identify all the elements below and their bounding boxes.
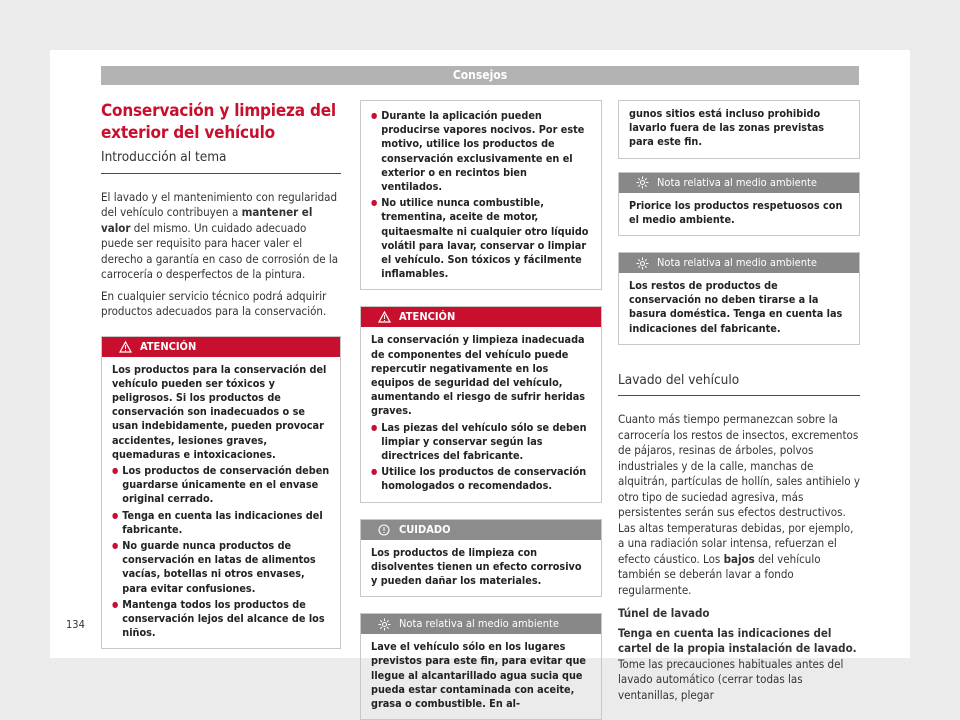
environment-leaf-icon bbox=[377, 614, 391, 634]
bullet-text: Tenga en cuenta las indicaciones del fabricante. bbox=[122, 508, 323, 536]
service-paragraph: En cualquier servicio técnico podrá adquirir productos adecuados para la conservación. bbox=[101, 288, 327, 318]
warning-continued-box bbox=[360, 100, 602, 290]
warning-box bbox=[101, 336, 341, 650]
environment-note-body-3: Los restos de productos de conservación no deben tirarse a la basura doméstica. Tenga en cuenta las indicaciones del fabricante. bbox=[629, 279, 843, 335]
environment-note-header: Nota relativa al medio ambiente bbox=[361, 614, 601, 634]
warning-intro: Los productos para la conservación del vehículo pueden ser tóxicos y peligrosos. Si los productos de conservación son inadecuados o se usan indebidamente, pueden provocar accidentes, lesiones graves, quemaduras e intoxicaciones. bbox=[112, 362, 327, 461]
bullet-text: No utilice nunca combustible, trementina, aceite de motor, quitaesmalte ni cualquier otro líquido volátil para lavar, conservar o limpiar el vehículo. Son tóxicos y fácilmente inflamables. bbox=[381, 196, 589, 281]
environment-note-header-3: Nota relativa al medio ambiente bbox=[619, 253, 859, 273]
environment-leaf-icon bbox=[635, 173, 649, 193]
environment-note-box bbox=[360, 613, 602, 720]
bullet-dot-icon: ● bbox=[371, 422, 378, 432]
subsection-header bbox=[101, 150, 341, 174]
warning-box-2 bbox=[360, 306, 602, 502]
info-circle-icon bbox=[377, 520, 391, 540]
environment-note-header-2: Nota relativa al medio ambiente bbox=[619, 173, 859, 193]
section-title: Conservación y limpieza del exterior del vehículo bbox=[101, 101, 336, 143]
environment-note-continued: gunos sitios está incluso prohibido lavarlo fuera de las zonas previstas para este fin. bbox=[618, 100, 860, 159]
warning-body bbox=[102, 357, 340, 649]
environment-leaf-icon bbox=[635, 253, 649, 273]
subsection-title: Introducción al tema bbox=[101, 149, 227, 165]
warning-header: ATENCIÓN bbox=[102, 337, 340, 357]
chapter-header: Consejos bbox=[101, 66, 859, 85]
bullet-dot-icon: ● bbox=[112, 510, 119, 520]
environment-note-body: Lave el vehículo sólo en los lugares previstos para este fin, para evitar que llegue al alcantarillado agua sucia que pueda estar contaminada con aceite, grasa o combustible. En al- bbox=[371, 640, 586, 711]
bullet-dot-icon: ● bbox=[112, 540, 119, 550]
bullet-item bbox=[371, 421, 591, 464]
warning-intro-2: La conservación y limpieza inadecuada de componentes del vehículo puede repercutir negativamente en los equipos de seguridad del vehículo, aumentando el riesgo de sufrir heridas graves. bbox=[371, 333, 586, 418]
bullet-item bbox=[371, 196, 591, 281]
bullet-item bbox=[112, 509, 330, 537]
intro-paragraph: El lavado y el mantenimiento con regularidad del vehículo contribuyen a mantener el valor del mismo. Un cuidado adecuado puede ser requisito para hacer valer el derecho a garantía en caso de corrosión de la carrocería o desperfectos de la pintura. bbox=[101, 189, 339, 281]
bullet-text: Durante la aplicación pueden producirse vapores nocivos. Por este motivo, utilice los productos de conservación exclusivamente en el exterior o en recintos bien ventilados. bbox=[381, 109, 585, 194]
bullet-text: Los productos de conservación deben guardarse únicamente en el envase original cerrado. bbox=[122, 463, 330, 506]
tunnel-heading: Túnel de lavado bbox=[618, 606, 710, 621]
bullet-item bbox=[112, 464, 330, 507]
middle-column bbox=[360, 100, 602, 720]
bullet-item bbox=[371, 465, 591, 493]
warning-body-2 bbox=[361, 327, 601, 501]
environment-note-body-2: Priorice los productos respetuosos con el medio ambiente. bbox=[629, 198, 843, 226]
caution-header: CUIDADO bbox=[361, 520, 601, 540]
bullet-text: No guarde nunca productos de conservación en latas de alimentos vacías, botellas ni otros envases, para evitar confusiones. bbox=[122, 538, 316, 595]
washing-paragraph: Cuanto más tiempo permanezcan sobre la carrocería los restos de insectos, excrementos de pájaros, resinas de árboles, polvos industriales y de la calle, manchas de alquitrán, partículas de hollín, sales antihielo y otro tipo de suciedad agresiva, más persistentes serán sus efectos destructivos. Las altas temperaturas debidas, por ejemplo, a una radiación solar intensa, refuerzan el efecto cáustico. Los bajos del vehículo también se deberán lavar a fondo regularmente. bbox=[618, 412, 860, 597]
bullet-dot-icon: ● bbox=[112, 465, 119, 475]
bullet-item bbox=[112, 598, 330, 641]
washing-section-header bbox=[618, 373, 860, 397]
bullet-text: Utilice los productos de conservación homologados o recomendados. bbox=[381, 465, 587, 493]
warning-header-2: ATENCIÓN bbox=[361, 307, 601, 327]
environment-note-box-2 bbox=[618, 172, 860, 236]
bullet-dot-icon: ● bbox=[112, 599, 119, 609]
bullet-text: Mantenga todos los productos de conservación lejos del alcance de los niños. bbox=[122, 597, 325, 640]
warning-bullets bbox=[112, 464, 330, 640]
right-column bbox=[618, 100, 860, 703]
environment-note-box-3 bbox=[618, 252, 860, 345]
bullet-dot-icon: ● bbox=[371, 111, 378, 120]
caution-body: Los productos de limpieza con disolventes tienen un efecto corrosivo y pueden dañar los materiales. bbox=[371, 545, 582, 588]
bullet-dot-icon: ● bbox=[371, 467, 378, 477]
bullet-item bbox=[371, 109, 591, 194]
bullet-item bbox=[112, 539, 330, 596]
warning-bullets-2 bbox=[371, 421, 591, 494]
bullet-dot-icon: ● bbox=[371, 198, 378, 208]
left-column bbox=[101, 100, 341, 649]
bullet-text: Las piezas del vehículo sólo se deben limpiar y conservar según las directrices del fabricante. bbox=[381, 420, 587, 463]
caution-box bbox=[360, 519, 602, 598]
warning-triangle-icon bbox=[377, 307, 391, 327]
washing-section-title: Lavado del vehículo bbox=[618, 371, 740, 388]
warning-continued-bullets bbox=[361, 101, 601, 289]
tunnel-paragraph: Tenga en cuenta las indicaciones del cartel de la propia instalación de lavado. Tome las precauciones habituales antes del lavado automático (cerrar todas las ventanillas, plegar bbox=[618, 625, 857, 702]
page-number: 134 bbox=[66, 618, 85, 631]
warning-triangle-icon bbox=[118, 337, 132, 357]
